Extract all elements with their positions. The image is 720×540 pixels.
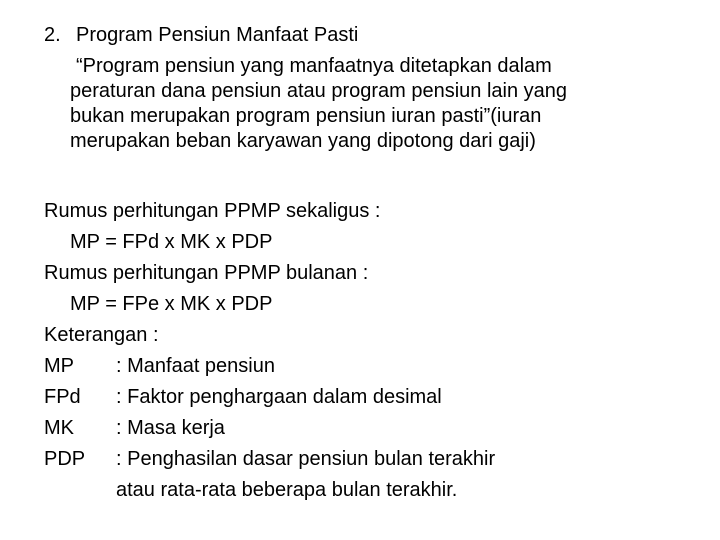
formula-section bbox=[44, 196, 380, 351]
legend-desc: : Masa kerja bbox=[116, 417, 225, 439]
legend-desc: : Faktor penghargaan dalam desimal bbox=[116, 386, 442, 408]
legend-item bbox=[44, 382, 495, 413]
lump-sum-formula-title: Rumus perhitungan PPMP sekaligus : bbox=[44, 200, 381, 222]
quote-line: peraturan dana pensiun atau program pensiun lain yang bbox=[70, 80, 568, 102]
section-title: Program Pensiun Manfaat Pasti bbox=[76, 24, 359, 46]
legend-item bbox=[44, 351, 495, 382]
legend-continuation: atau rata-rata beberapa bulan terakhir. bbox=[116, 479, 458, 501]
quote-line: merupakan beban karyawan yang dipotong dari gaji) bbox=[70, 130, 536, 152]
quote-line: “Program pensiun yang manfaatnya ditetapkan dalam bbox=[76, 55, 552, 77]
monthly-formula: MP = FPe x MK x PDP bbox=[70, 293, 273, 315]
definition-quote bbox=[70, 54, 670, 154]
lump-sum-formula: MP = FPd x MK x PDP bbox=[70, 231, 273, 253]
legend-item bbox=[44, 413, 495, 444]
monthly-formula-title: Rumus perhitungan PPMP bulanan : bbox=[44, 262, 369, 284]
section-number: 2. bbox=[44, 24, 61, 46]
legend-title: Keterangan : bbox=[44, 324, 159, 346]
legend-desc: : Manfaat pensiun bbox=[116, 355, 275, 377]
legend-abbr: MP bbox=[44, 355, 74, 377]
legend-item bbox=[44, 444, 495, 475]
legend-abbr: FPd bbox=[44, 386, 81, 408]
quote-line: bukan merupakan program pensiun iuran pasti”(iuran bbox=[70, 105, 542, 127]
legend-abbr: PDP bbox=[44, 448, 86, 470]
legend-abbr: MK bbox=[44, 417, 74, 439]
legend-list bbox=[44, 351, 495, 506]
section-heading bbox=[44, 22, 358, 48]
legend-desc: : Penghasilan dasar pensiun bulan terakhir bbox=[116, 448, 496, 470]
